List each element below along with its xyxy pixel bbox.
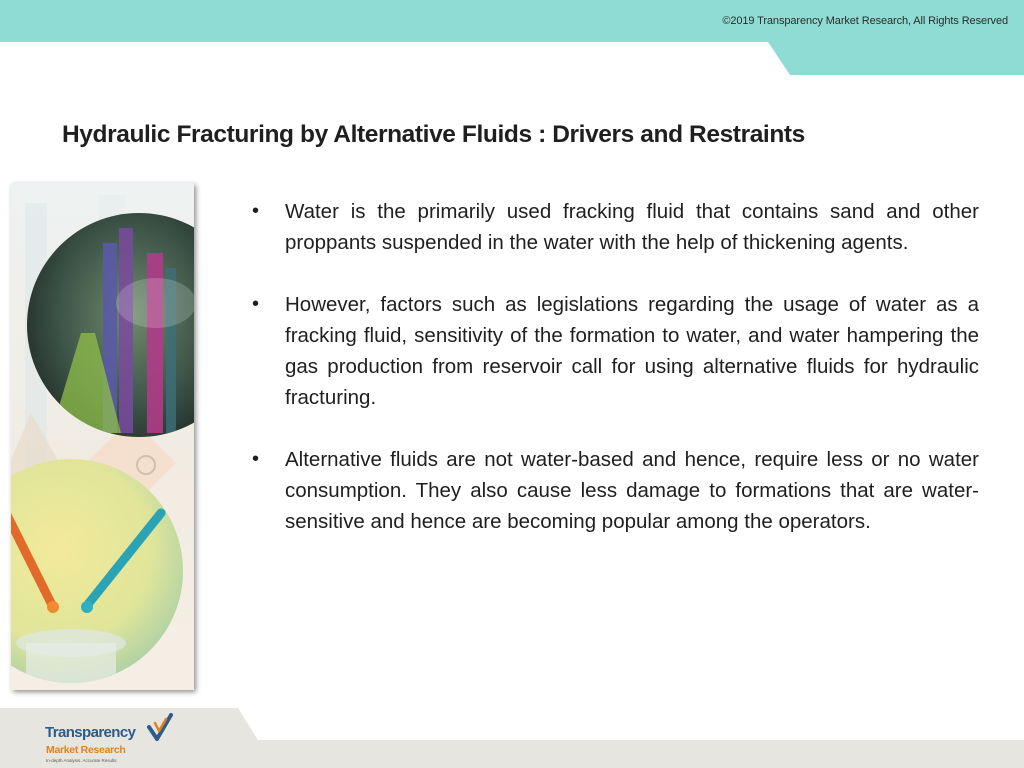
logo-text-market-research: Market Research: [46, 744, 126, 756]
bullet-list: [252, 196, 979, 568]
bullet-symbol: •: [252, 200, 260, 222]
logo-checkmark-icon: [146, 713, 174, 743]
lab-image-panel: [11, 183, 194, 690]
company-logo: [45, 713, 180, 765]
bullet-text: Water is the primarily used fracking fluid that contains sand and other proppants suspended in the water with the help of thickening agents.: [285, 200, 979, 254]
list-item: [252, 289, 979, 413]
bullet-text: Alternative fluids are not water-based and hence, require less or no water consumption. They also cause less damage to formations that are water-sensitive and hence are becoming popular among the operators.: [285, 448, 979, 533]
bullet-symbol: •: [252, 293, 260, 315]
slide-title: Hydraulic Fracturing by Alternative Fluids : Drivers and Restraints: [62, 121, 805, 148]
list-item: [252, 444, 979, 537]
copyright-notice: ©2019 Transparency Market Research, All Rights Reserved: [722, 15, 1008, 27]
header-band: [0, 0, 1024, 75]
logo-text-transparency: Transparency: [45, 724, 136, 741]
bullet-text: However, factors such as legislations regarding the usage of water as a fracking fluid, sensitivity of the formation to water, and water hampering the gas production from reservoir call for using alternative fluids for hydraulic fracturing.: [285, 293, 979, 409]
bullet-symbol: •: [252, 448, 260, 470]
logo-tagline: In-depth Analysis. Accurate Results: [46, 758, 117, 763]
list-item: [252, 196, 979, 258]
